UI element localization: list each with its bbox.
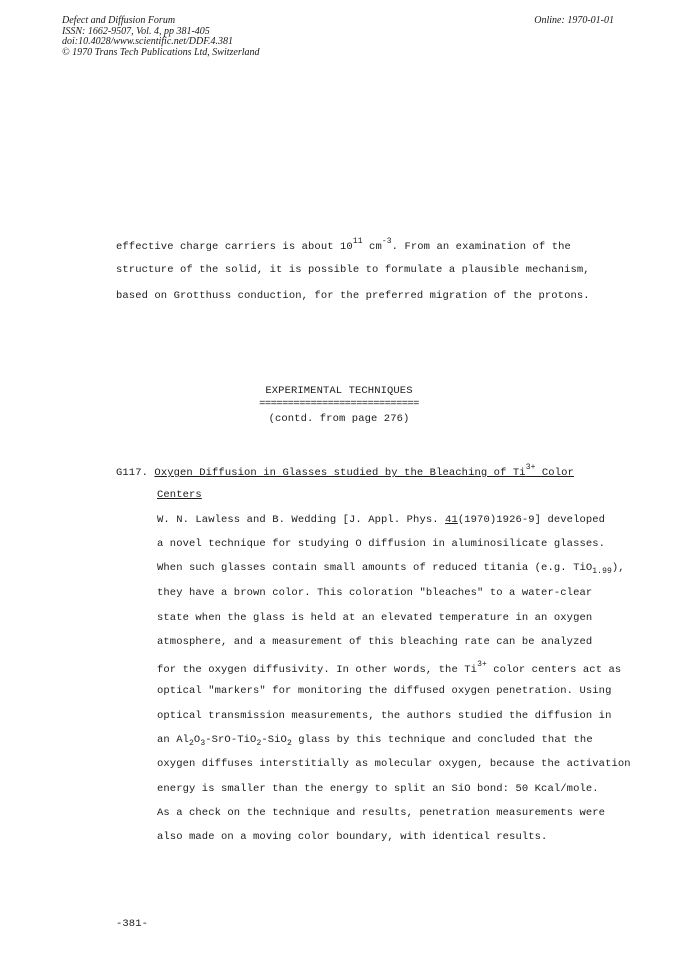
body-line-3: When such glasses contain small amounts of reduced titania (e.g. TiO$_{1.99}$), [157, 562, 625, 576]
body-line-9: optical transmission measurements, the authors studied the diffusion in [157, 710, 612, 722]
entry-title: Oxygen Diffusion in Glasses studied by the Bleaching of $Ti^{3+}$ Color [154, 463, 574, 479]
page-number: -381- [116, 918, 149, 930]
journal-copyright: © 1970 Trans Tech Publications Ltd, Switzerland [62, 46, 260, 58]
body-line-8: optical "markers" for monitoring the diffused oxygen penetration. Using [157, 685, 612, 697]
intro-line-3: based on Grotthuss conduction, for the preferred migration of the protons. [116, 290, 590, 302]
entry-title-line-1 [116, 463, 574, 479]
body-line-1: W. N. Lawless and B. Wedding [J. Appl. Phys. 41(1970)1926-9] developed [157, 514, 606, 526]
body-line-11: oxygen diffuses interstitially as molecular oxygen, because the activation [157, 758, 631, 770]
journal-issn: ISSN: 1662-9507, Vol. 4, pp 381-405 [62, 25, 210, 37]
body-line-12: energy is smaller than the energy to split an SiO bond: 50 Kcal/mole. [157, 783, 599, 795]
section-title: EXPERIMENTAL TECHNIQUES [265, 385, 413, 397]
journal-header [62, 16, 260, 58]
section-title-rule: ============================ [259, 398, 419, 410]
journal-doi: doi:10.4028/www.scientific.net/DDF.4.381 [62, 36, 234, 47]
online-date: Online: 1970-01-01 [534, 15, 614, 26]
section-subtitle: (contd. from page 276) [268, 413, 410, 425]
body-line-14: also made on a moving color boundary, with identical results. [157, 831, 548, 843]
body-line-10: an $Al_2O_3-SrO-TiO_2-SiO_2$ glass by this technique and concluded that the [157, 734, 593, 748]
intro-line-2: structure of the solid, it is possible to formulate a plausible mechanism, [116, 264, 590, 276]
journal-name: Defect and Diffusion Forum [62, 15, 176, 26]
body-line-7: for the oxygen diffusivity. In other words, the $Ti^{3+}$ color centers act as [157, 660, 622, 676]
intro-line-1: effective charge carriers is about $10^{11}$ $cm^{-3}$. From an examination of the [116, 237, 571, 253]
entry-id: G117. [116, 467, 149, 479]
body-line-5: state when the glass is held at an elevated temperature in an oxygen [157, 612, 593, 624]
body-line-13: As a check on the technique and results, penetration measurements were [157, 807, 606, 819]
entry-title-line-2: Centers [157, 489, 202, 501]
body-line-6: atmosphere, and a measurement of this bleaching rate can be analyzed [157, 636, 593, 648]
body-line-2: a novel technique for studying O diffusion in aluminosilicate glasses. [157, 538, 606, 550]
body-line-4: they have a brown color. This coloration "bleaches" to a water-clear [157, 587, 593, 599]
